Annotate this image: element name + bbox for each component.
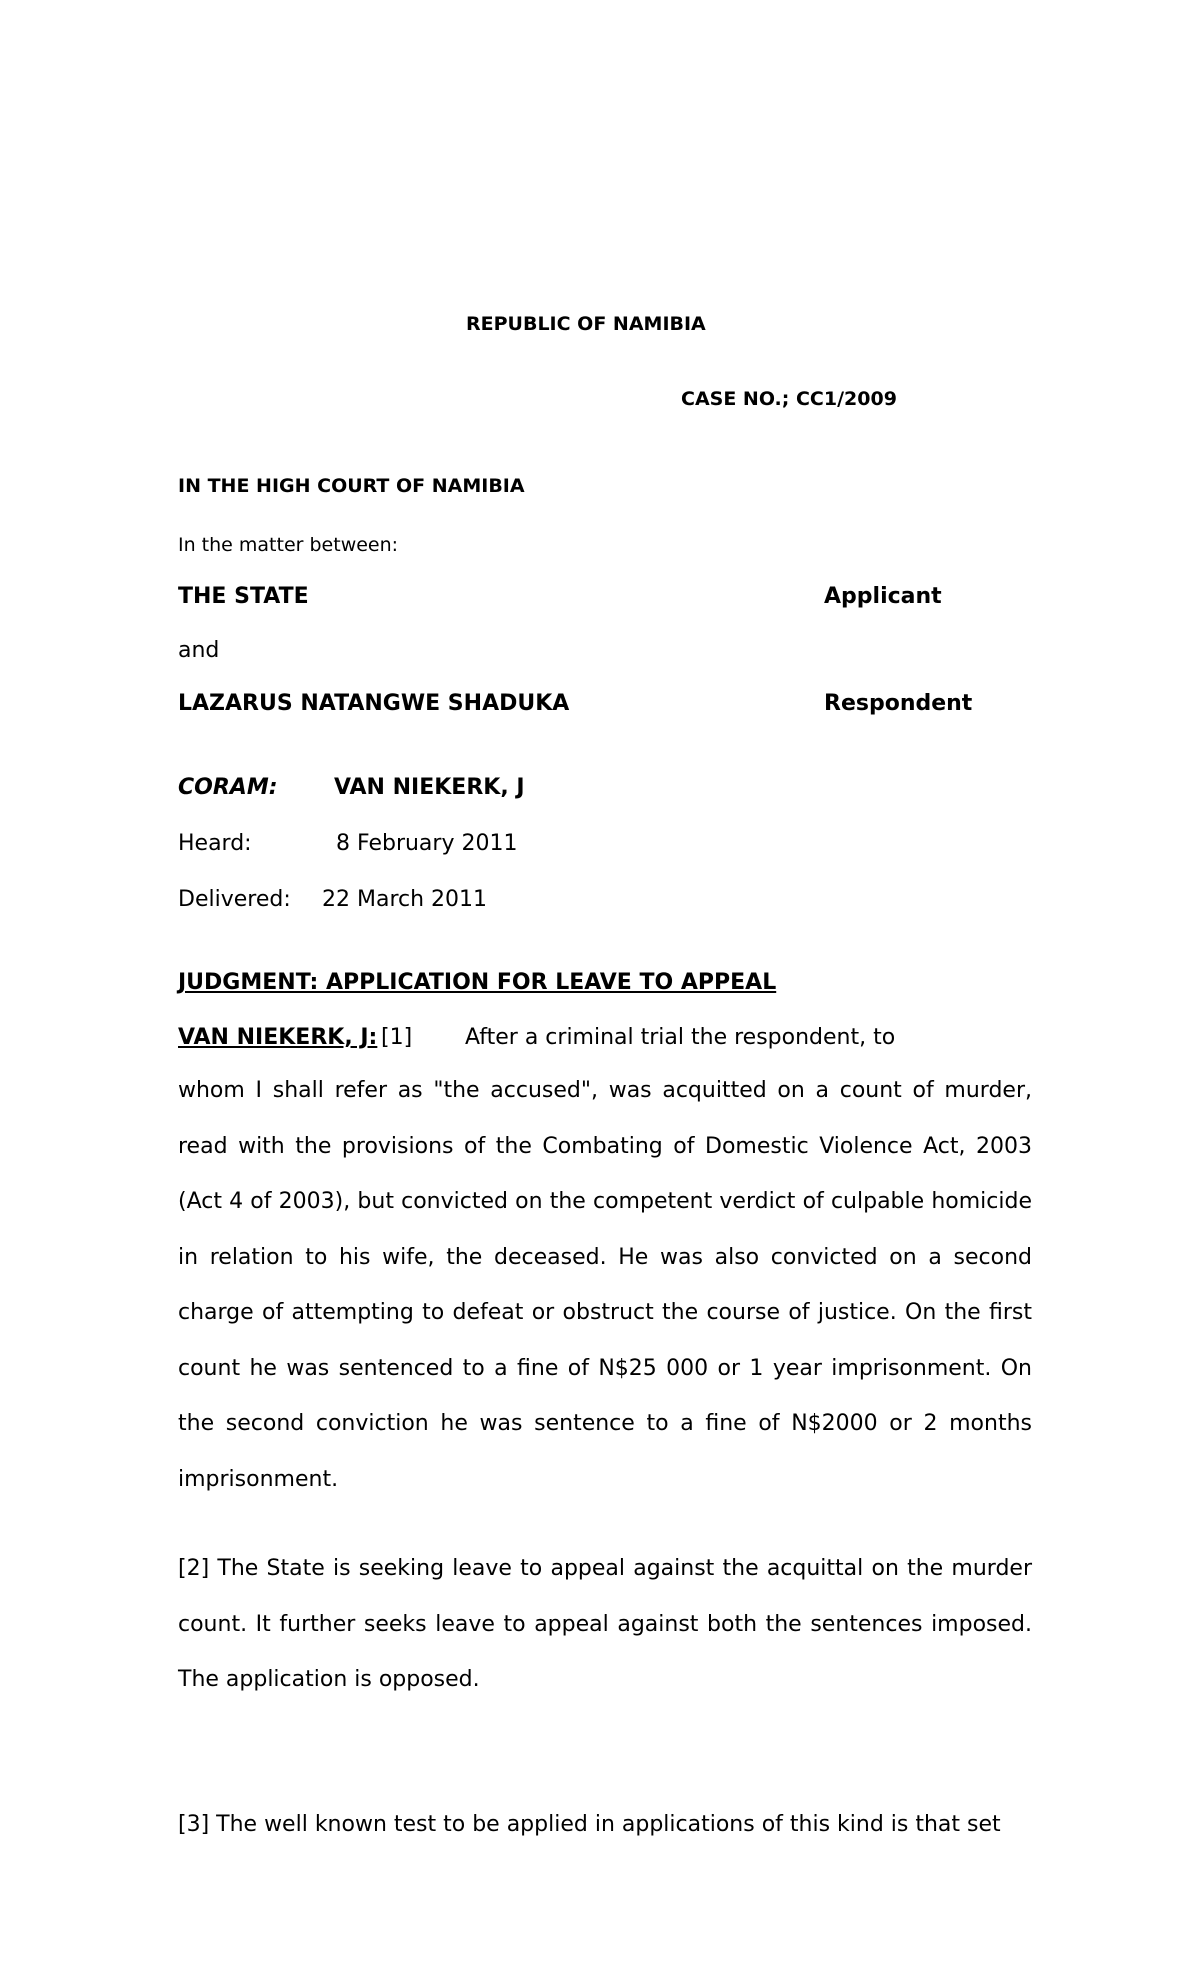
delivered-label: Delivered: (178, 887, 291, 912)
paragraph-2: [2] The State is seeking leave to appeal against the acquittal on the murder count. It further seeks leave to appeal against both the sentences imposed. The application is opposed. (178, 1556, 1032, 1692)
coram-label: CORAM: (178, 775, 278, 800)
paragraph-1-opening: After a criminal trial the respondent, to (465, 1025, 896, 1050)
court-heading: IN THE HIGH COURT OF NAMIBIA (178, 475, 525, 497)
paragraph-1-number: [1] (381, 1025, 413, 1050)
coram-value: VAN NIEKERK, J (334, 775, 525, 800)
judgment-title: JUDGMENT: APPLICATION FOR LEAVE TO APPEAL (178, 970, 777, 995)
paragraph-3: [3] The well known test to be applied in applications of this kind is that set (178, 1812, 1001, 1837)
delivered-value: 22 March 2011 (322, 887, 488, 912)
heard-label: Heard: (178, 831, 252, 856)
paragraph-1-body: whom I shall refer as "the accused", was acquitted on a count of murder, read with the provisions of the Combating of Domestic Violence Act, 2003 (Act 4 of 2003), but convicted on the competent verdict of culpable homicide in relation to his wife, the deceased. He was also convicted on a second charge of attempting to defeat or obstruct the course of justice. On the first count he was sentenced to a fine of N$25 000 or 1 year imprisonment. On the second conviction he was sentence to a fine of N$2000 or 2 months imprisonment. (178, 1078, 1032, 1492)
respondent-role: Respondent (824, 691, 973, 716)
case-number: CASE NO.; CC1/2009 (681, 388, 897, 410)
applicant-role: Applicant (824, 584, 942, 609)
republic-heading: REPUBLIC OF NAMIBIA (466, 313, 706, 335)
applicant-name: THE STATE (178, 584, 309, 609)
matter-between-label: In the matter between: (178, 534, 399, 556)
and-separator: and (178, 638, 220, 663)
respondent-name: LAZARUS NATANGWE SHADUKA (178, 691, 570, 716)
heard-value: 8 February 2011 (336, 831, 518, 856)
judge-label: VAN NIEKERK, J: (178, 1025, 378, 1050)
